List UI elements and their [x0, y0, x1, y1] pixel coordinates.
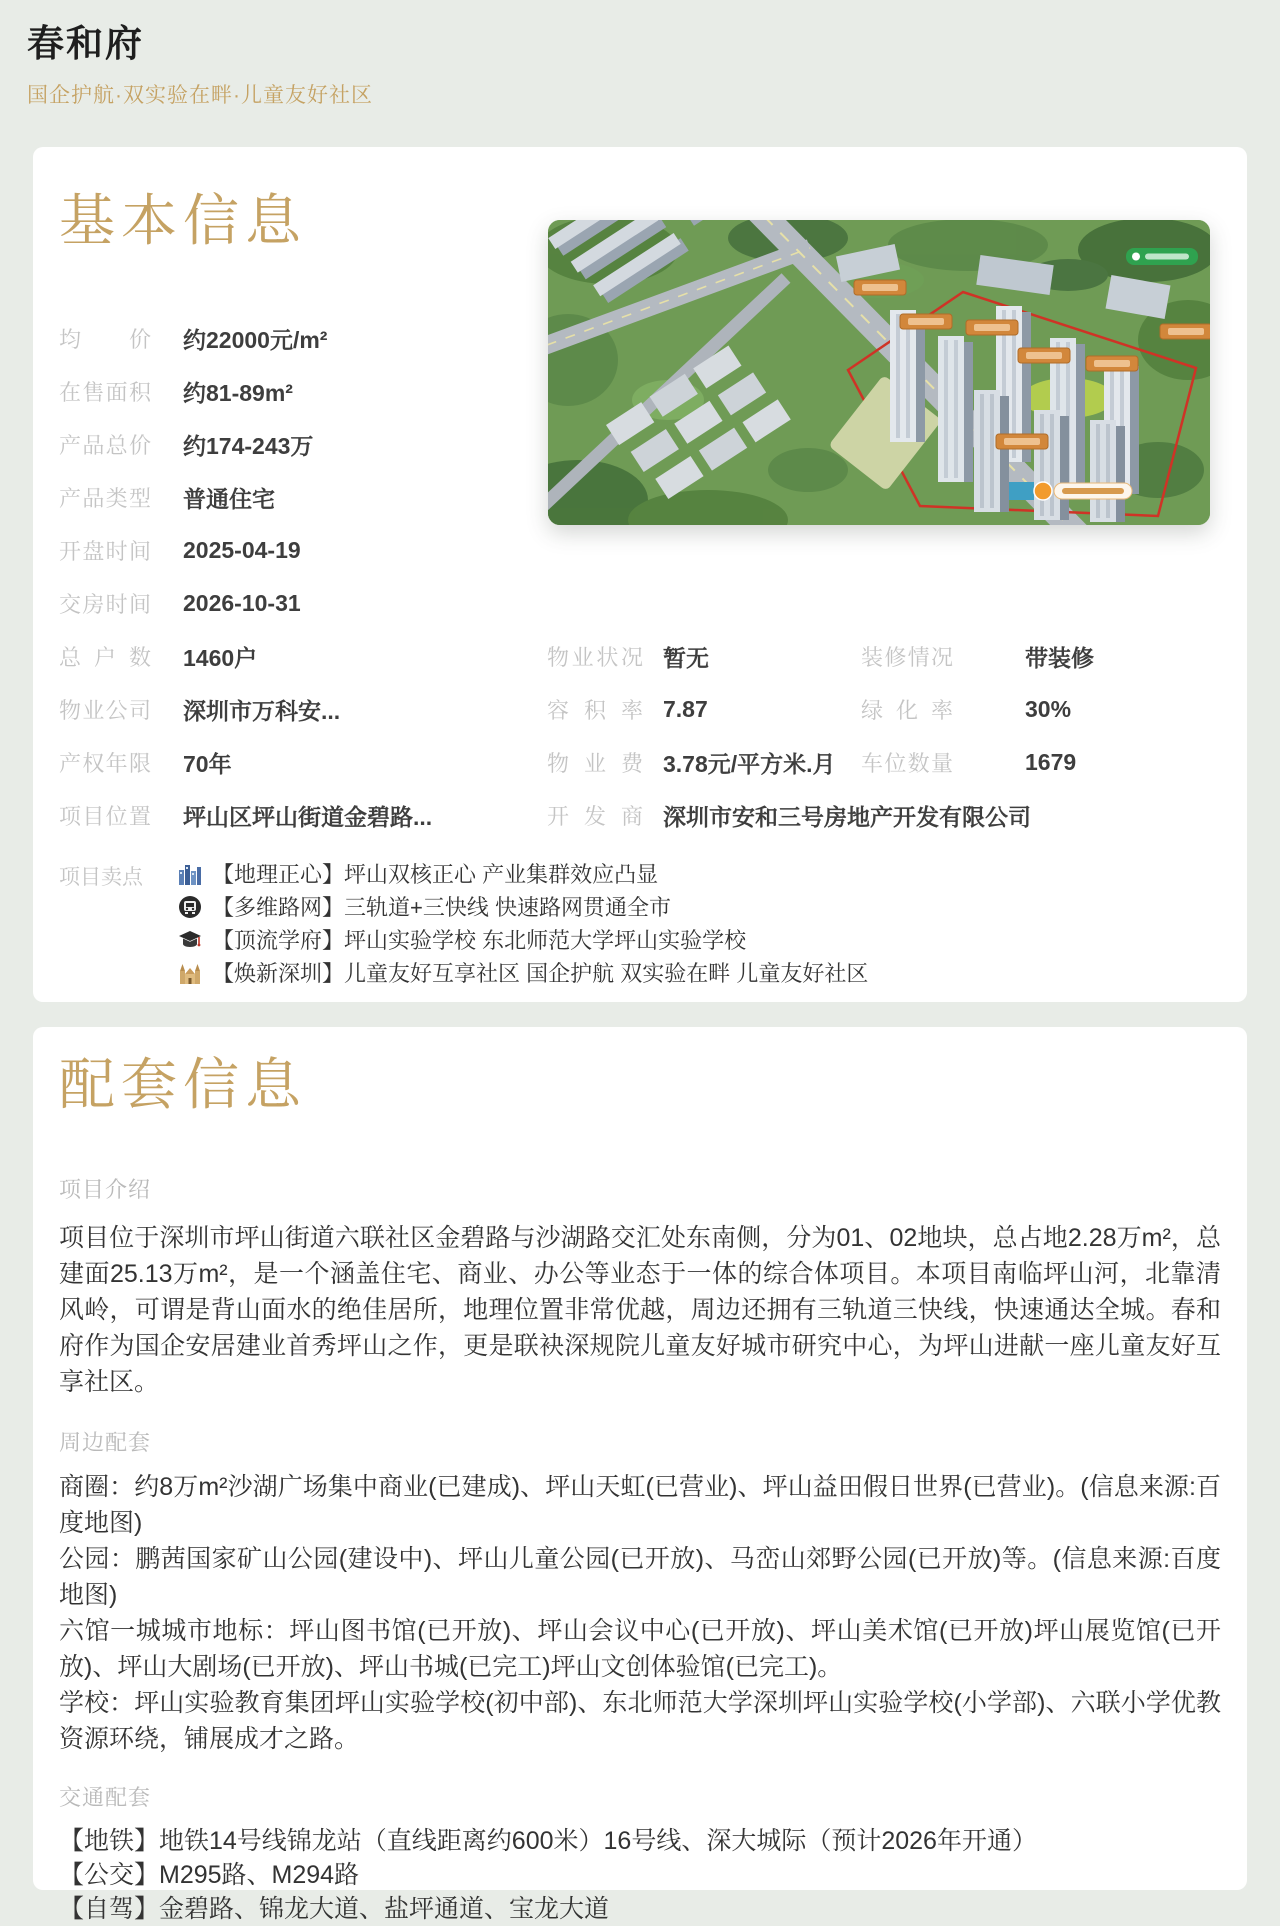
page-subtitle: 国企护航·双实验在畔·儿童友好社区: [27, 84, 373, 108]
field-label: 产品类型: [59, 486, 151, 512]
info-row-households: [59, 630, 1221, 683]
field-label: 车位数量: [861, 751, 953, 777]
field-value: 2025-04-19: [183, 537, 301, 564]
field-label: 开发商: [547, 804, 643, 830]
selling-points-block: [59, 857, 1221, 989]
field-label: 交房时间: [59, 592, 151, 618]
peripheral-facilities-list: [59, 1469, 1221, 1757]
peripheral-facilities-label: 周边配套: [59, 1430, 152, 1456]
field-value: 普通住宅: [183, 486, 275, 513]
selling-point-item: [177, 890, 868, 923]
graduation-cap-icon: [177, 928, 203, 952]
field-label: 均价: [59, 327, 151, 353]
field-value: 深圳市安和三号房地产开发有限公司: [663, 804, 1031, 831]
field-label: 总户数: [59, 645, 151, 671]
peripheral-item-business: 商圈：约8万m²沙湖广场集中商业(已建成)、坪山天虹(已营业)、坪山益田假日世界(已营业)。(信息来源:百度地图): [59, 1473, 1221, 1538]
metro-icon: [177, 895, 203, 919]
field-value: 7.87: [663, 696, 708, 723]
field-value: 2026-10-31: [183, 590, 301, 617]
transport-item-bus: 【公交】M295路、M294路: [59, 1861, 360, 1890]
field-label: 开盘时间: [59, 539, 151, 565]
aerial-rendering-image[interactable]: [548, 220, 1210, 525]
amenities-card: [33, 1027, 1247, 1924]
selling-points-label: 项目卖点: [59, 866, 143, 890]
field-value: 70年: [183, 751, 232, 778]
field-label: 物业状况: [547, 645, 643, 671]
field-label: 装修情况: [861, 645, 953, 671]
aerial-rendering-art: [548, 220, 1210, 525]
field-label: 容积率: [547, 698, 643, 724]
basic-info-section-title: 基本信息: [59, 189, 307, 253]
peripheral-item-parks: 公园：鹏茜国家矿山公园(建设中)、坪山儿童公园(已开放)、马峦山郊野公园(已开放)等。(信息来源:百度地图): [59, 1545, 1221, 1610]
castle-icon: [177, 961, 203, 985]
field-value: 暂无: [663, 645, 709, 672]
field-value: 1679: [1025, 749, 1077, 776]
selling-points-list: [177, 857, 868, 989]
transport-facilities-label: 交通配套: [59, 1785, 152, 1811]
field-value: 坪山区坪山街道金碧路...: [183, 804, 433, 831]
field-value: 1460户: [183, 645, 258, 672]
amenities-section-title: 配套信息: [59, 1053, 307, 1117]
project-intro-label: 项目介绍: [59, 1177, 152, 1203]
field-label: 产品总价: [59, 433, 151, 459]
field-value: 3.78元/平方米.月: [663, 751, 836, 778]
field-value: 深圳市万科安...: [183, 698, 341, 725]
selling-point-text: 【地理正心】坪山双核正心 产业集群效应凸显: [212, 862, 659, 888]
info-row-delivery-date: [59, 577, 1221, 630]
transport-facilities-list: [59, 1824, 1221, 1926]
field-label: 在售面积: [59, 380, 151, 406]
green-map-badge: [1126, 248, 1198, 265]
basic-info-card: [33, 147, 1247, 1002]
selling-point-item: [177, 857, 868, 890]
selling-point-text: 【焕新深圳】儿童友好互享社区 国企护航 双实验在畔 儿童友好社区: [212, 961, 869, 987]
field-value: 约174-243万: [183, 433, 314, 460]
field-label: 物业费: [547, 751, 643, 777]
peripheral-item-schools: 学校：坪山实验教育集团坪山实验学校(初中部)、东北师范大学深圳坪山实验学校(小学部)、六联小学优教资源环绕，铺展成才之路。: [59, 1689, 1221, 1754]
selling-point-text: 【多维路网】三轨道+三快线 快速路网贯通全市: [212, 895, 671, 921]
project-intro-text: 项目位于深圳市坪山街道六联社区金碧路与沙湖路交汇处东南侧，分为01、02地块，总占地2.28万m²，总建面25.13万m²，是一个涵盖住宅、商业、办公等业态于一体的综合体项目。本项目南临坪山河，北靠清风岭，可谓是背山面水的绝佳居所，地理位置非常优越，周边还拥有三轨道三快线，快速通达全城。春和府作为国企安居建业首秀坪山之作，更是联袂深规院儿童友好城市研究中心，为坪山进献一座儿童友好互享社区。: [59, 1224, 1221, 1397]
info-row-location-developer: [59, 789, 1221, 842]
info-row-property-company: [59, 683, 1221, 736]
selling-point-item: [177, 956, 868, 989]
field-label: 产权年限: [59, 751, 151, 777]
info-row-ownership-years: [59, 736, 1221, 789]
selling-point-item: [177, 923, 868, 956]
page-header: [0, 0, 1280, 108]
field-value: 带装修: [1025, 645, 1094, 672]
field-value: 约81-89m²: [183, 380, 293, 407]
transport-item-metro: 【地铁】地铁14号线锦龙站（直线距离约600米）16号线、深大城际（预计2026年开通）: [59, 1827, 1037, 1856]
transport-item-drive: 【自驾】金碧路、锦龙大道、盐坪通道、宝龙大道: [59, 1895, 610, 1924]
field-label: 物业公司: [59, 698, 151, 724]
field-value: 约22000元/m²: [183, 327, 328, 354]
info-row-open-date: [59, 524, 1221, 577]
selling-point-text: 【顶流学府】坪山实验学校 东北师范大学坪山实验学校: [212, 928, 747, 954]
field-label: 绿化率: [861, 698, 953, 724]
field-value: 30%: [1025, 696, 1072, 723]
field-label: 项目位置: [59, 804, 151, 830]
page-title: 春和府: [27, 23, 144, 64]
orange-map-badge: [1034, 482, 1132, 500]
cityscape-icon: [177, 862, 203, 886]
peripheral-item-landmarks: 六馆一城城市地标：坪山图书馆(已开放)、坪山会议中心(已开放)、坪山美术馆(已开放)坪山展览馆(已开放)、坪山大剧场(已开放)、坪山书城(已完工)坪山文创体验馆(已完工)。: [59, 1617, 1221, 1682]
